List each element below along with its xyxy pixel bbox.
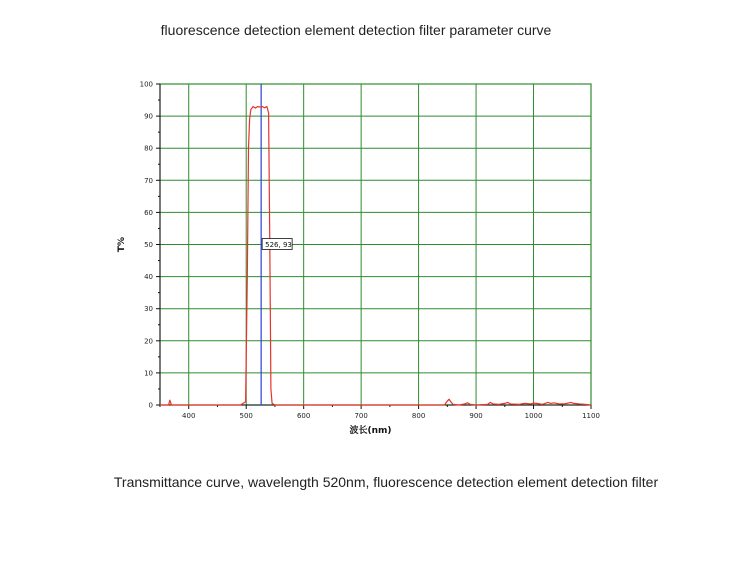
x-tick-label: 500	[239, 412, 253, 420]
x-axis-label: 波长(nm)	[349, 426, 392, 436]
y-tick-label: 70	[144, 176, 153, 185]
x-tick-label: 1000	[524, 412, 543, 420]
y-tick-label: 40	[144, 273, 153, 282]
y-tick-label: 60	[144, 208, 153, 217]
y-tick-label: 20	[144, 337, 153, 346]
y-tick-label: 100	[139, 80, 153, 89]
x-tick-label: 900	[469, 412, 483, 420]
y-tick-label: 80	[144, 144, 153, 153]
annotation-label: 526, 93	[265, 241, 292, 249]
y-axis-label: T%	[117, 236, 127, 253]
y-tick-label: 30	[144, 305, 153, 314]
y-tick-label: 10	[144, 369, 153, 378]
x-tick-label: 600	[296, 412, 311, 420]
y-tick-label: 0	[148, 401, 153, 410]
x-tick-label: 1100	[582, 412, 600, 420]
x-tick-label: 400	[182, 412, 196, 420]
x-tick-label: 700	[354, 412, 368, 420]
y-tick-label: 90	[144, 112, 153, 121]
figure-caption: Transmittance curve, wavelength 520nm, fluorescence detection element detection filter	[113, 474, 659, 490]
page-title: fluorescence detection element detection filter parameter curve	[160, 22, 552, 38]
x-tick-label: 800	[411, 412, 426, 420]
y-tick-label: 50	[144, 241, 153, 249]
